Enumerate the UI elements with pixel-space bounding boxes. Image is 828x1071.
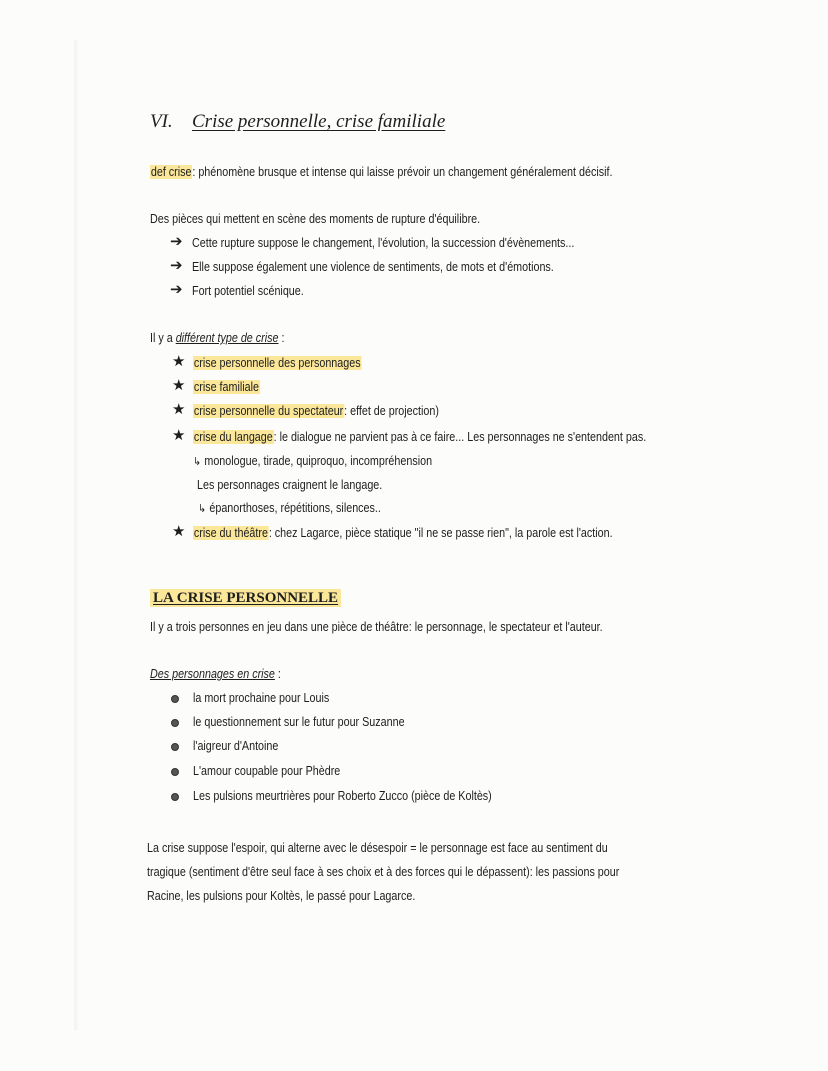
- definition-term: def crise: [150, 165, 192, 179]
- crisis-type-label: crise personnelle du spectateur: [193, 404, 344, 418]
- section-title: Crise personnelle, crise familiale: [192, 111, 446, 132]
- characters-heading-suffix: :: [274, 667, 281, 681]
- character-item: le questionnement sur le futur pour Suzanne: [193, 715, 405, 729]
- definition-line: [150, 165, 612, 179]
- crisis-type-text: : effet de projection): [344, 404, 439, 418]
- star-icon: ★: [172, 353, 186, 370]
- crisis-type-label: crise familiale: [193, 380, 259, 394]
- star-icon: ★: [172, 401, 186, 418]
- arrow-right-icon: ➔: [170, 281, 183, 298]
- return-arrow-icon: ↳: [193, 456, 201, 468]
- crisis-type-label: crise du langage: [193, 430, 273, 444]
- types-intro: [150, 331, 284, 345]
- conclusion-line: La crise suppose l'espoir, qui alterne avec le désespoir = le personnage est face au sentiment du: [147, 841, 608, 855]
- bullet-dot-icon: [171, 793, 179, 801]
- bullet-dot-icon: [171, 743, 179, 751]
- langage-sub-point: [198, 501, 381, 515]
- arrow-right-icon: ➔: [170, 233, 183, 250]
- section-intro: Il y a trois personnes en jeu dans une pièce de théâtre: le personnage, le spectateur et l'auteur.: [150, 620, 603, 634]
- crisis-type-item: [193, 526, 613, 540]
- scan-edge-shadow: [74, 40, 80, 1030]
- page-title: [150, 111, 445, 133]
- rupture-point: Elle suppose également une violence de sentiments, de mots et d'émotions.: [192, 260, 554, 274]
- types-intro-emphasis: différent type de crise: [175, 331, 279, 345]
- bullet-dot-icon: [171, 768, 179, 776]
- rupture-intro: Des pièces qui mettent en scène des moments de rupture d'équilibre.: [150, 212, 481, 226]
- star-icon: ★: [172, 427, 186, 444]
- arrow-right-icon: ➔: [170, 257, 183, 274]
- return-arrow-icon: ↳: [198, 503, 206, 515]
- characters-heading: [150, 667, 281, 681]
- crisis-type-text: : le dialogue ne parvient pas à ce faire... Les personnages ne s'entendent pas.: [273, 430, 647, 444]
- conclusion-line: tragique (sentiment d'être seul face à ses choix et à des forces qui le dépassent): les passions pour: [147, 865, 620, 879]
- crisis-type-label: crise du théâtre: [193, 526, 268, 540]
- types-intro-suffix: :: [278, 331, 285, 345]
- character-item: la mort prochaine pour Louis: [193, 691, 330, 705]
- crisis-type-item: [193, 356, 361, 370]
- crisis-type-item: [193, 404, 439, 418]
- crisis-type-item: [193, 380, 260, 394]
- star-icon: ★: [172, 377, 186, 394]
- crisis-type-label: crise personnelle des personnages: [193, 356, 361, 370]
- bullet-dot-icon: [171, 695, 179, 703]
- types-intro-prefix: Il y a: [150, 331, 176, 345]
- langage-sub-text: épanorthoses, répétitions, silences..: [209, 501, 381, 515]
- definition-text: : phénomène brusque et intense qui laisse prévoir un changement généralement décisif.: [192, 165, 613, 179]
- character-item: l'aigreur d'Antoine: [193, 739, 279, 753]
- star-icon: ★: [172, 523, 186, 540]
- langage-sub-text: monologue, tirade, quiproquo, incompréhension: [204, 454, 433, 468]
- langage-note: Les personnages craignent le langage.: [197, 478, 383, 492]
- section-heading: LA CRISE PERSONNELLE: [150, 589, 341, 607]
- character-item: L'amour coupable pour Phèdre: [193, 764, 341, 778]
- rupture-point: Fort potentiel scénique.: [192, 284, 304, 298]
- section-number: VI.: [150, 111, 173, 132]
- crisis-type-text: : chez Lagarce, pièce statique "il ne se passe rien", la parole est l'action.: [268, 526, 613, 540]
- character-item: Les pulsions meurtrières pour Roberto Zucco (pièce de Koltès): [193, 789, 492, 803]
- crisis-type-item: [193, 430, 646, 444]
- bullet-dot-icon: [171, 719, 179, 727]
- conclusion-line: Racine, les pulsions pour Koltès, le passé pour Lagarce.: [147, 889, 416, 903]
- rupture-point: Cette rupture suppose le changement, l'évolution, la succession d'évènements...: [192, 236, 575, 250]
- langage-sub-point: [193, 454, 432, 468]
- characters-heading-text: Des personnages en crise: [150, 667, 275, 681]
